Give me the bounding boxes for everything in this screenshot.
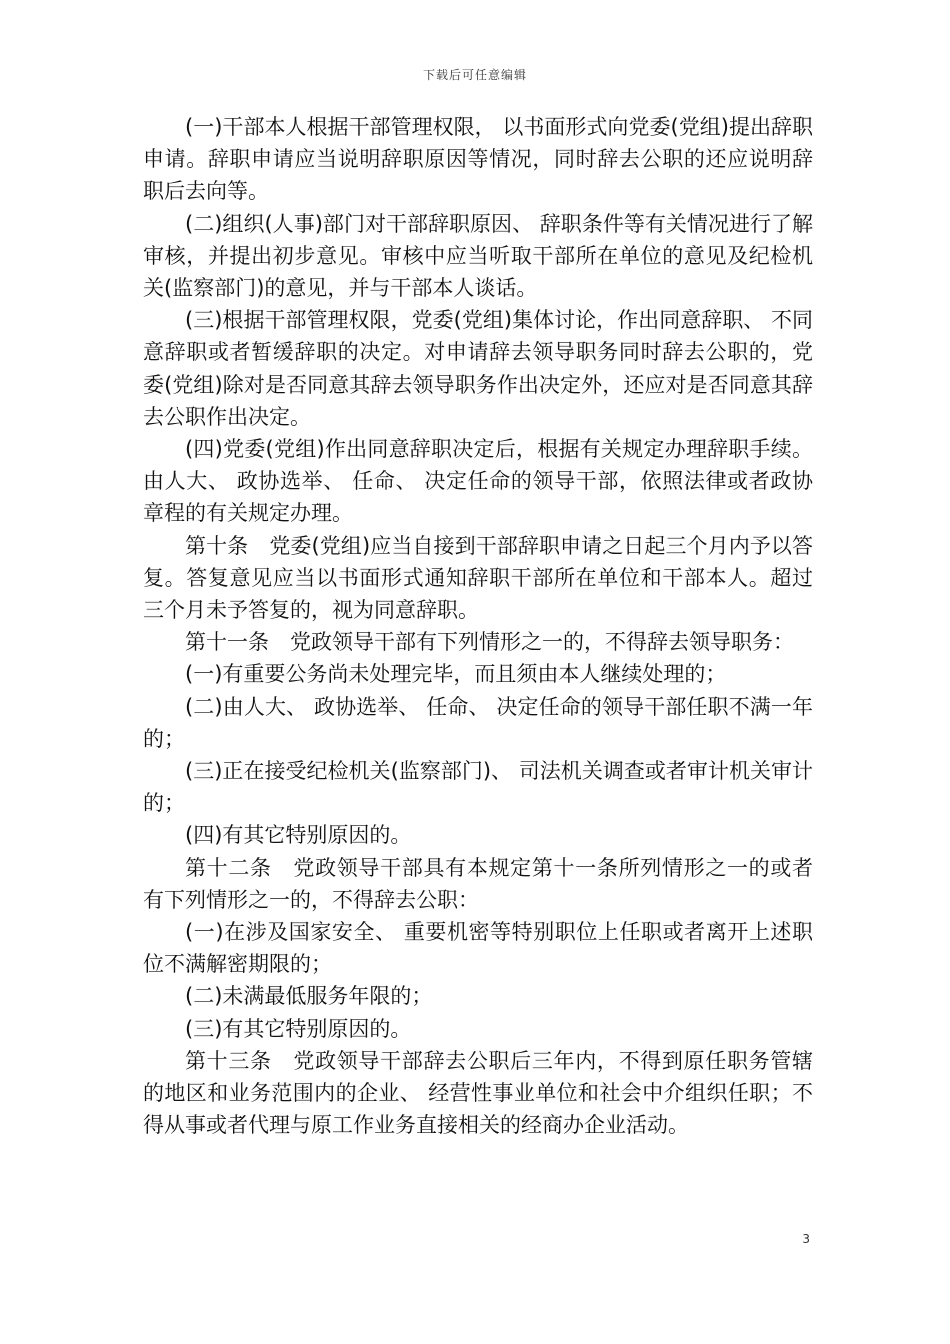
- paragraph-item-2-2: (二)由人大、 政协选举、 任命、 决定任命的领导干部任职不满一年的；: [143, 694, 813, 751]
- paragraph-article-13: 第十三条 党政领导干部辞去公职后三年内，不得到原任职务管辖的地区和业务范围内的企业、 经营性事业单位和社会中介组织任职；不得从事或者代理与原工作业务直接相关的经商办企业活动。: [143, 1048, 813, 1138]
- paragraph-item-1-3: (三)根据干部管理权限，党委(党组)集体讨论，作出同意辞职、 不同意辞职或者暂缓辞职的决定。对申请辞去领导职务同时辞去公职的，党委(党组)除对是否同意其辞去领导职务作出决定外，还应对是否同意其辞去公职作出决定。: [143, 308, 813, 429]
- document-body: [143, 111, 813, 1142]
- paragraph-item-2-1: (一)有重要公务尚未处理完毕，而且须由本人继续处理的；: [185, 662, 727, 687]
- paragraph-item-1-4: (四)党委(党组)作出同意辞职决定后，根据有关规定办理辞职手续。由人大、 政协选举、 任命、 决定任命的领导干部，依照法律或者政协章程的有关规定办理。: [143, 437, 813, 526]
- paragraph-item-3-3: (三)有其它特别原因的。: [185, 1016, 412, 1041]
- page-number: 3: [802, 1232, 810, 1246]
- paragraph-item-3-1: (一)在涉及国家安全、 重要机密等特别职位上任职或者离开上述职位不满解密期限的；: [143, 920, 813, 977]
- paragraph-item-2-4: (四)有其它特别原因的。: [185, 823, 412, 848]
- paragraph-item-1-1: (一)干部本人根据干部管理权限， 以书面形式向党委(党组)提出辞职申请。辞职申请应当说明辞职原因等情况，同时辞去公职的还应说明辞职后去向等。: [143, 115, 813, 204]
- paragraph-article-11: 第十一条 党政领导干部有下列情形之一的，不得辞去领导职务：: [185, 630, 794, 655]
- paragraph-article-12: 第十二条 党政领导干部具有本规定第十一条所列情形之一的或者有下列情形之一的，不得辞去公职：: [143, 855, 813, 912]
- paragraph-item-3-2: (二)未满最低服务年限的；: [185, 984, 433, 1009]
- paragraph-item-1-2: (二)组织(人事)部门对干部辞职原因、 辞职条件等有关情况进行了解审核，并提出初步意见。审核中应当听取干部所在单位的意见及纪检机关(监察部门)的意见，并与干部本人谈话。: [143, 211, 813, 301]
- page-header: 下载后可任意编辑: [422, 68, 527, 82]
- paragraph-article-10: 第十条 党委(党组)应当自接到干部辞职申请之日起三个月内予以答复。答复意见应当以书面形式通知辞职干部所在单位和干部本人。超过三个月未予答复的，视为同意辞职。: [143, 533, 813, 623]
- paragraph-item-2-3: (三)正在接受纪检机关(监察部门)、 司法机关调查或者审计机关审计的；: [143, 759, 813, 816]
